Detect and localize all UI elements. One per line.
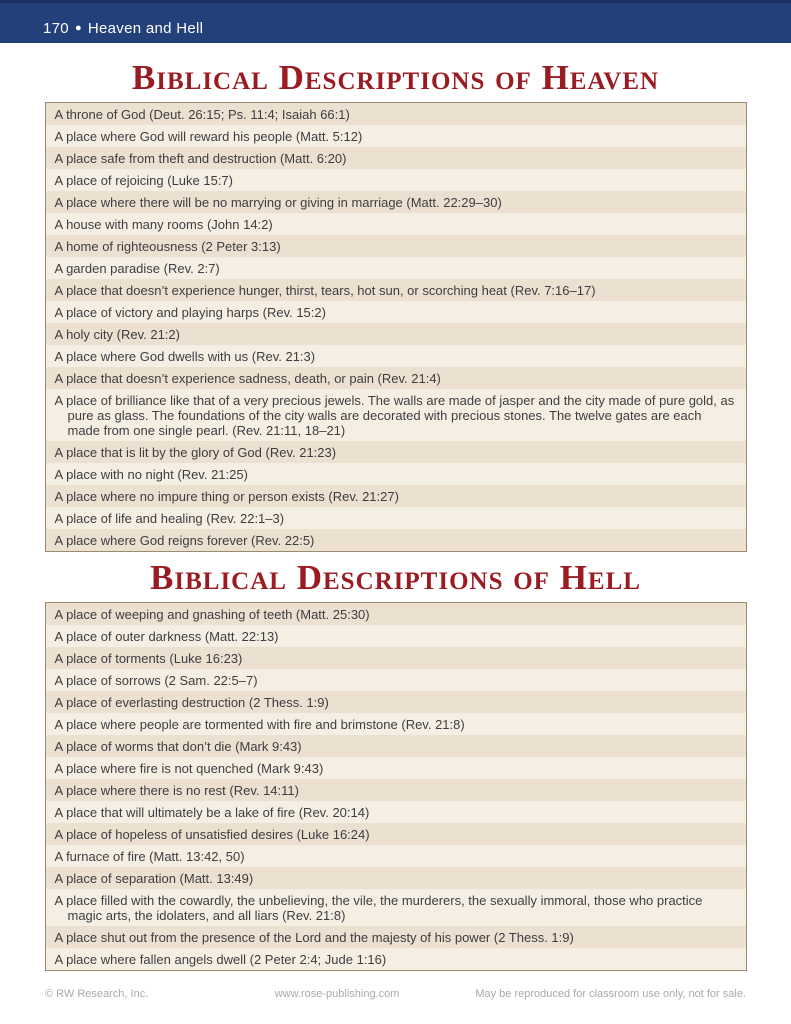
table-row: A place where people are tormented with fire and brimstone (Rev. 21:8) <box>46 713 746 735</box>
table-row: A place of sorrows (2 Sam. 22:5–7) <box>46 669 746 691</box>
table-row: A place filled with the cowardly, the unbelieving, the vile, the murderers, the sexually immoral, those who practice magic arts, the idolaters, and all liars (Rev. 21:8) <box>46 889 746 926</box>
table-row: A place of torments (Luke 16:23) <box>46 647 746 669</box>
table-row: A place of weeping and gnashing of teeth (Matt. 25:30) <box>46 603 746 625</box>
table-row: A home of righteousness (2 Peter 3:13) <box>46 235 746 257</box>
table-row: A place where God reigns forever (Rev. 22:5) <box>46 529 746 551</box>
table-row: A place of hopeless of unsatisfied desires (Luke 16:24) <box>46 823 746 845</box>
table-row: A furnace of fire (Matt. 13:42, 50) <box>46 845 746 867</box>
table-row: A place that is lit by the glory of God (Rev. 21:23) <box>46 441 746 463</box>
table-row: A place of life and healing (Rev. 22:1–3) <box>46 507 746 529</box>
table-row: A place that doesn’t experience sadness, death, or pain (Rev. 21:4) <box>46 367 746 389</box>
hell-table <box>45 602 747 971</box>
heaven-table <box>45 102 747 552</box>
table-row: A place of victory and playing harps (Rev. 15:2) <box>46 301 746 323</box>
table-row: A garden paradise (Rev. 2:7) <box>46 257 746 279</box>
section-hell <box>0 559 791 971</box>
footer-license: May be reproduced for classroom use only, not for sale. <box>475 988 746 1000</box>
table-row: A place of worms that don’t die (Mark 9:43) <box>46 735 746 757</box>
page-header-bar <box>0 0 791 43</box>
page-number: 170 <box>43 20 69 37</box>
table-row: A place where God dwells with us (Rev. 21:3) <box>46 345 746 367</box>
table-row: A place of separation (Matt. 13:49) <box>46 867 746 889</box>
table-row: A place where there is no rest (Rev. 14:11) <box>46 779 746 801</box>
section-title-hell: Biblical Descriptions of Hell <box>150 558 641 597</box>
table-row: A holy city (Rev. 21:2) <box>46 323 746 345</box>
page-body <box>0 59 791 971</box>
table-row: A place that will ultimately be a lake of fire (Rev. 20:14) <box>46 801 746 823</box>
table-row: A place where God will reward his people (Matt. 5:12) <box>46 125 746 147</box>
footer-website: www.rose-publishing.com <box>274 988 400 1000</box>
table-row: A house with many rooms (John 14:2) <box>46 213 746 235</box>
bullet-icon: ● <box>74 22 82 34</box>
page-footer <box>45 988 746 1000</box>
section-title-heaven: Biblical Descriptions of Heaven <box>131 58 660 97</box>
table-row: A place where there will be no marrying or giving in marriage (Matt. 22:29–30) <box>46 191 746 213</box>
table-row: A place of outer darkness (Matt. 22:13) <box>46 625 746 647</box>
table-row: A place of everlasting destruction (2 Thess. 1:9) <box>46 691 746 713</box>
table-row: A place of rejoicing (Luke 15:7) <box>46 169 746 191</box>
table-row: A place with no night (Rev. 21:25) <box>46 463 746 485</box>
table-row: A place where no impure thing or person exists (Rev. 21:27) <box>46 485 746 507</box>
table-row: A place safe from theft and destruction (Matt. 6:20) <box>46 147 746 169</box>
table-row: A place of brilliance like that of a very precious jewels. The walls are made of jasper and the city made of pure gold, as pure as glass. The foundations of the city walls are decorated with precious stones. The twelve gates are each made from one single pearl. (Rev. 21:11, 18–21) <box>46 389 746 441</box>
table-row: A place that doesn’t experience hunger, thirst, tears, hot sun, or scorching heat (Rev. 7:16–17) <box>46 279 746 301</box>
footer-copyright: © RW Research, Inc. <box>45 988 149 1000</box>
table-row: A place shut out from the presence of the Lord and the majesty of his power (2 Thess. 1:9) <box>46 926 746 948</box>
header-title: Heaven and Hell <box>87 20 204 37</box>
table-row: A place where fallen angels dwell (2 Peter 2:4; Jude 1:16) <box>46 948 746 970</box>
section-heaven <box>0 59 791 552</box>
table-row: A place where fire is not quenched (Mark 9:43) <box>46 757 746 779</box>
table-row: A throne of God (Deut. 26:15; Ps. 11:4; Isaiah 66:1) <box>46 103 746 125</box>
